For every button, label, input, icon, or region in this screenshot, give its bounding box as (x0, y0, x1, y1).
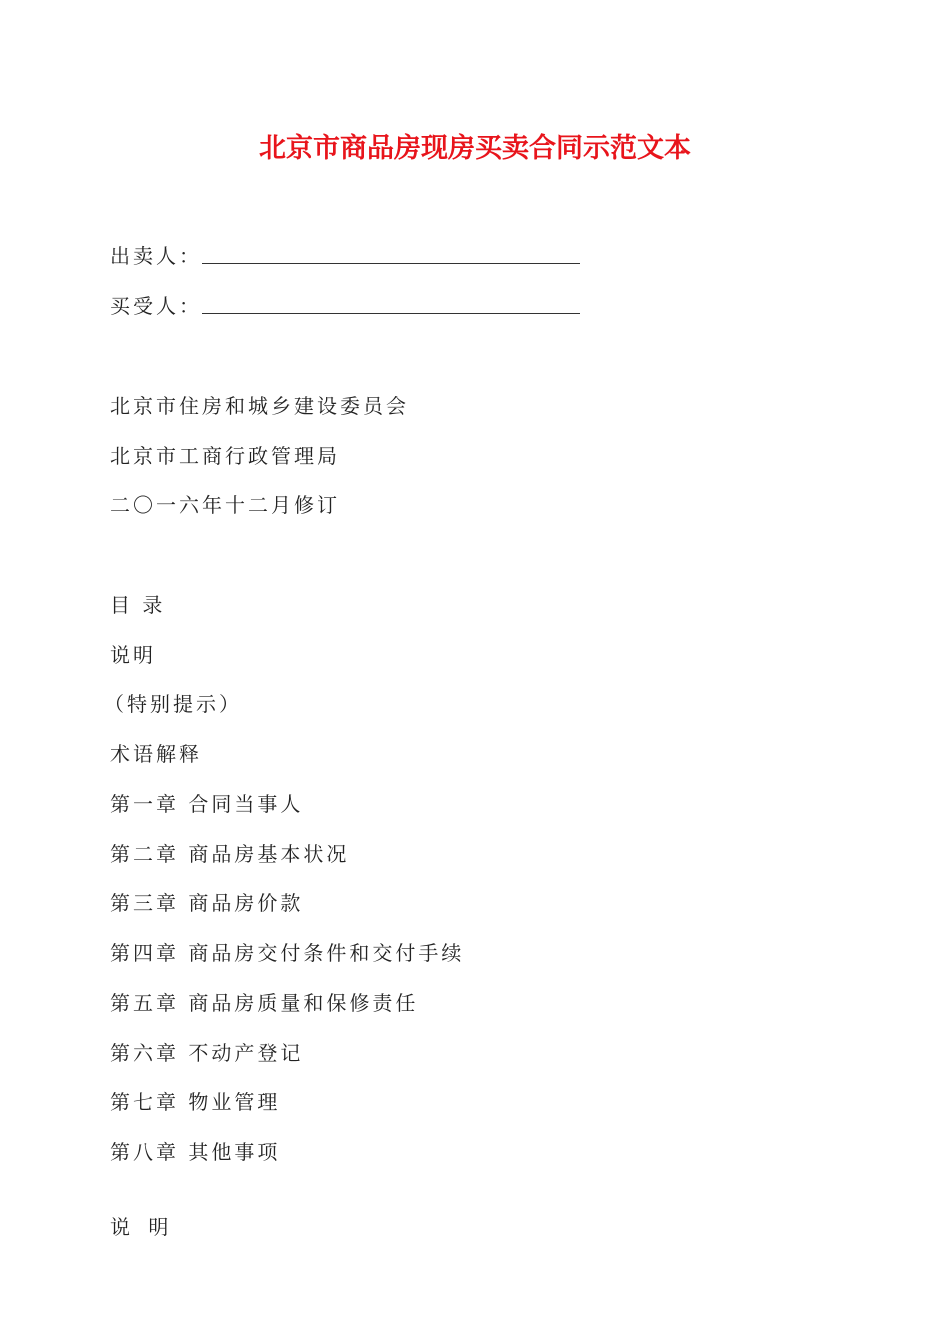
seller-line (110, 242, 580, 270)
toc-item: 第六章 不动产登记 (110, 1041, 304, 1065)
toc-item: 第五章 商品房质量和保修责任 (110, 991, 419, 1015)
toc-item: 第二章 商品房基本状况 (110, 842, 350, 866)
seller-blank (202, 262, 580, 264)
seller-label: 出卖人： (110, 244, 202, 268)
issuer-housing-commission: 北京市住房和城乡建设委员会 (110, 394, 409, 418)
section-heading-explanation: 说 明 (110, 1215, 175, 1239)
toc-heading: 目 录 (110, 593, 166, 617)
toc-item: 第三章 商品房价款 (110, 891, 304, 915)
buyer-line (110, 292, 580, 320)
issuer-commerce-bureau: 北京市工商行政管理局 (110, 444, 340, 468)
buyer-blank (202, 312, 580, 314)
toc-item: 第七章 物业管理 (110, 1090, 281, 1114)
buyer-label: 买受人： (110, 294, 202, 318)
toc-item: 术语解释 (110, 742, 202, 766)
document-title: 北京市商品房现房买卖合同示范文本 (259, 133, 691, 164)
toc-item: 第四章 商品房交付条件和交付手续 (110, 941, 465, 965)
toc-item: （特别提示） (104, 692, 242, 716)
revision-date: 二〇一六年十二月修订 (110, 493, 340, 517)
toc-item: 第一章 合同当事人 (110, 792, 304, 816)
toc-item: 说明 (110, 643, 156, 667)
toc-item: 第八章 其他事项 (110, 1140, 281, 1164)
